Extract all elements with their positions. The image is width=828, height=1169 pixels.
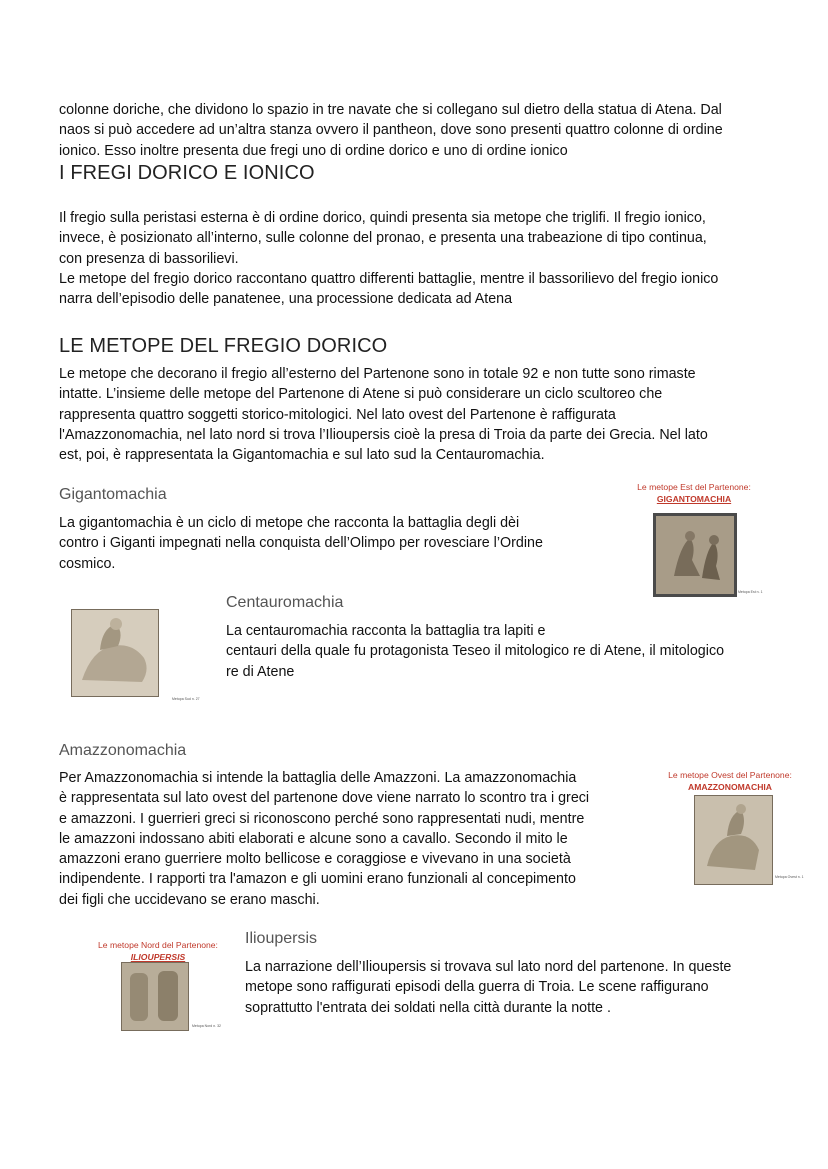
figure-caption-title: Le metope Ovest del Partenone: (668, 770, 792, 780)
subsection-title-ilioupersis: Ilioupersis (245, 930, 318, 947)
metope-image-gigantomachia (653, 513, 737, 597)
figure-caption-title: Le metope Nord del Partenone: (98, 940, 218, 950)
subsection-paragraph-gigantomachia: La gigantomachia è un ciclo di metope che racconta la battaglia degli dèi contro i Giganti impegnati nella conquista dell’Olimpo per rovesciare l’Ordine cosmico. (59, 515, 543, 572)
subsection-paragraph-centauromachia: La centauromachia racconta la battaglia tra lapiti e centauri della quale fu protagonista Teseo il mitologico re di Atene, il mitologico re di Atene (226, 623, 725, 680)
image-note-gigantomachia: Metopa Est n. 1 (738, 590, 763, 594)
figure-caption-title: Le metope Est del Partenone: (637, 482, 751, 492)
figure-caption-subtitle: AMAZZONOMACHIA (687, 782, 773, 792)
figure-gigantomachia (614, 481, 774, 505)
centaur-relief-icon (72, 610, 158, 696)
metope-image-ilioupersis (121, 962, 189, 1031)
subsection-title-amazzonomachia: Amazzonomachia (59, 742, 187, 759)
intro-paragraph: colonne doriche, che dividono lo spazio in tre navate che si collegano sul dietro della statua di Atena. Dal naos si può accedere ad un’altra stanza ovvero il pantheon, dove sono presenti quattro colonne di ordine ionico. Esso inoltre presenta due fregi uno di ordine dorico e uno di ordine ionico (59, 102, 723, 159)
subsection-title-centauromachia: Centauromachia (226, 594, 344, 611)
image-note-amazzonomachia: Metopa Ovest n. 1 (775, 875, 804, 879)
relief-figures-icon (656, 516, 734, 594)
subsection-paragraph-ilioupersis: La narrazione dell’Ilioupersis si trovava sul lato nord del partenone. In queste metope sono raffigurati episodi della guerra di Troia. Le scene raffigurano soprattutto l'entrata dei soldati nella città durante la notte . (245, 959, 732, 1016)
image-note-centauromachia: Metopa Sud n. 27 (172, 697, 200, 701)
image-note-ilioupersis: Metopa Nord n. 32 (192, 1024, 221, 1028)
section-title-fregi: I FREGI DORICO E IONICO (59, 162, 315, 184)
subsection-title-gigantomachia: Gigantomachia (59, 486, 167, 503)
figure-caption-subtitle: ILIOUPERSIS (130, 952, 186, 962)
section-paragraph-metope: Le metope che decorano il fregio all’esterno del Partenone sono in totale 92 e non tutte sono rimaste intatte. L’insieme delle metope del Partenone di Atene si può considerare un ciclo scultoreo che rappresenta quattro soggetti storico-mitologici. Nel lato ovest del Partenone è raffigurata l'Amazzonomachia, nel lato nord si trova l’Ilioupersis cioè la presa di Troia da parte dei Grecia. Nel lato est, poi, è rappresentata la Gigantomachia e sul lato sud la Centauromachia. (59, 366, 708, 464)
metope-image-centauromachia (71, 609, 159, 697)
figure-ilioupersis (98, 939, 218, 963)
subsection-paragraph-amazzonomachia: Per Amazzonomachia si intende la battaglia delle Amazzoni. La amazzonomachia è rappresentata sul lato ovest del partenone dove viene narrato lo scontro tra i greci e amazzoni. I guerrieri greci si riconoscono perché sono rappresentati nudi, mentre le amazzoni indossano abiti elaborati e alcune sono a cavallo. Secondo il mito le amazzoni erano guerriere molto bellicose e coraggiose e vivevano in una società indipendente. I rapporti tra l'amazon e gli uomini erano funzionali al concepimento dei figli che uccidevano se erano maschi. (59, 770, 590, 908)
figures-relief-icon (122, 963, 188, 1030)
figure-amazzonomachia (650, 769, 810, 793)
section-paragraph-fregi: Il fregio sulla peristasi esterna è di ordine dorico, quindi presenta sia metope che triglifi. Il fregio ionico, invece, è posizionato all’interno, sulle colonne del pronao, e presenta una trabeazione di tipo continua, con presenza di bassorilievi. Le metope del fregio dorico raccontano quattro differenti battaglie, mentre il bassorilievo del fregio ionico narra dell’episodio delle panatenee, una processione dedicata ad Atena (59, 210, 719, 308)
section-title-metope: LE METOPE DEL FREGIO DORICO (59, 335, 388, 357)
horse-rider-relief-icon (695, 796, 772, 884)
figure-caption-subtitle: GIGANTOMACHIA (656, 494, 732, 504)
metope-image-amazzonomachia (694, 795, 773, 885)
